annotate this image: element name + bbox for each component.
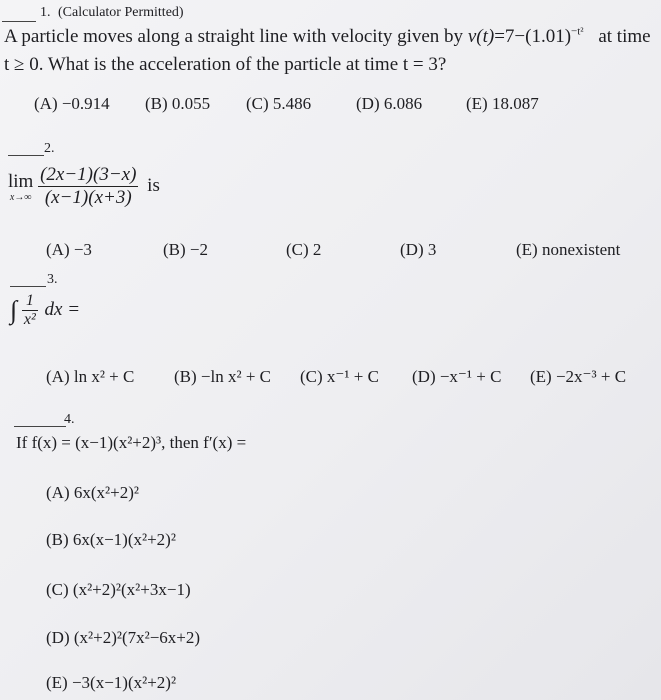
q4-choice-d[interactable]: (D) (x²+2)²(7x²−6x+2) bbox=[46, 628, 201, 647]
q1-choice-c[interactable]: (C) 5.486 bbox=[246, 94, 312, 113]
question-1-text-line1 bbox=[4, 26, 651, 48]
answer-blank-1[interactable] bbox=[2, 21, 36, 22]
q3-choice-b[interactable]: (B) −ln x² + C bbox=[174, 367, 271, 386]
question-number-3: 3. bbox=[47, 272, 58, 287]
q1-choice-d[interactable]: (D) 6.086 bbox=[356, 94, 423, 113]
integrand-fraction bbox=[22, 292, 38, 329]
q2-choice-e[interactable]: (E) nonexistent bbox=[516, 240, 621, 259]
q3-choice-c[interactable]: (C) x⁻¹ + C bbox=[300, 367, 379, 386]
limit-fraction bbox=[38, 164, 138, 209]
limit-expression bbox=[8, 164, 160, 209]
limit-denominator: (x−1)(x+3) bbox=[44, 187, 132, 208]
q2-choice-c[interactable]: (C) 2 bbox=[286, 240, 322, 259]
integral-sign: ∫ bbox=[10, 295, 18, 325]
q3-choice-e[interactable]: (E) −2x⁻³ + C bbox=[530, 367, 627, 386]
limit-subscript: x→∞ bbox=[9, 191, 32, 203]
q4-choice-c[interactable]: (C) (x²+2)²(x²+3x−1) bbox=[46, 580, 191, 599]
limit-operator bbox=[8, 171, 33, 203]
answer-blank-4[interactable] bbox=[14, 426, 66, 427]
q4-choice-a[interactable]: (A) 6x(x²+2)² bbox=[46, 483, 139, 502]
integral-expression bbox=[10, 292, 80, 329]
question-4-stem: If f(x) = (x−1)(x²+2)³, then f′(x) = bbox=[16, 433, 247, 452]
answer-blank-3[interactable] bbox=[10, 286, 46, 287]
q4-choice-b[interactable]: (B) 6x(x−1)(x²+2)² bbox=[46, 530, 176, 549]
limit-numerator: (2x−1)(3−x) bbox=[40, 164, 137, 185]
q4-choice-e[interactable]: (E) −3(x−1)(x²+2)² bbox=[46, 673, 177, 692]
limit-label: lim bbox=[8, 170, 34, 192]
q1-choice-e[interactable]: (E) 18.087 bbox=[466, 94, 539, 113]
q2-choice-d[interactable]: (D) 3 bbox=[400, 240, 437, 259]
q2-choice-a[interactable]: (A) −3 bbox=[46, 240, 92, 259]
limit-is: is bbox=[147, 174, 160, 196]
at-time-label: at time bbox=[598, 26, 651, 47]
integrand-denominator: x² bbox=[23, 311, 36, 328]
velocity-function: v(t) bbox=[467, 26, 495, 47]
q3-choice-d[interactable]: (D) −x⁻¹ + C bbox=[412, 367, 502, 386]
answer-blank-2[interactable] bbox=[8, 155, 44, 156]
calculator-note: (Calculator Permitted) bbox=[58, 5, 184, 20]
velocity-expression: =7−(1.01) bbox=[494, 26, 572, 47]
q1-choice-b[interactable]: (B) 0.055 bbox=[145, 94, 211, 113]
question-number-2: 2. bbox=[44, 141, 55, 156]
question-number-4: 4. bbox=[64, 412, 75, 427]
integral-dx: dx = bbox=[44, 298, 81, 320]
velocity-exponent: −t² bbox=[571, 25, 584, 38]
question-1-text-line2: t ≥ 0. What is the acceleration of the particle at time t = 3? bbox=[4, 54, 447, 75]
question-number-1: 1. bbox=[40, 5, 51, 20]
question-1-lead: A particle moves along a straight line with velocity given by bbox=[4, 26, 464, 47]
integrand-numerator: 1 bbox=[22, 292, 38, 311]
q2-choice-b[interactable]: (B) −2 bbox=[163, 240, 208, 259]
q1-choice-a[interactable]: (A) −0.914 bbox=[34, 94, 110, 113]
q3-choice-a[interactable]: (A) ln x² + C bbox=[46, 367, 135, 386]
